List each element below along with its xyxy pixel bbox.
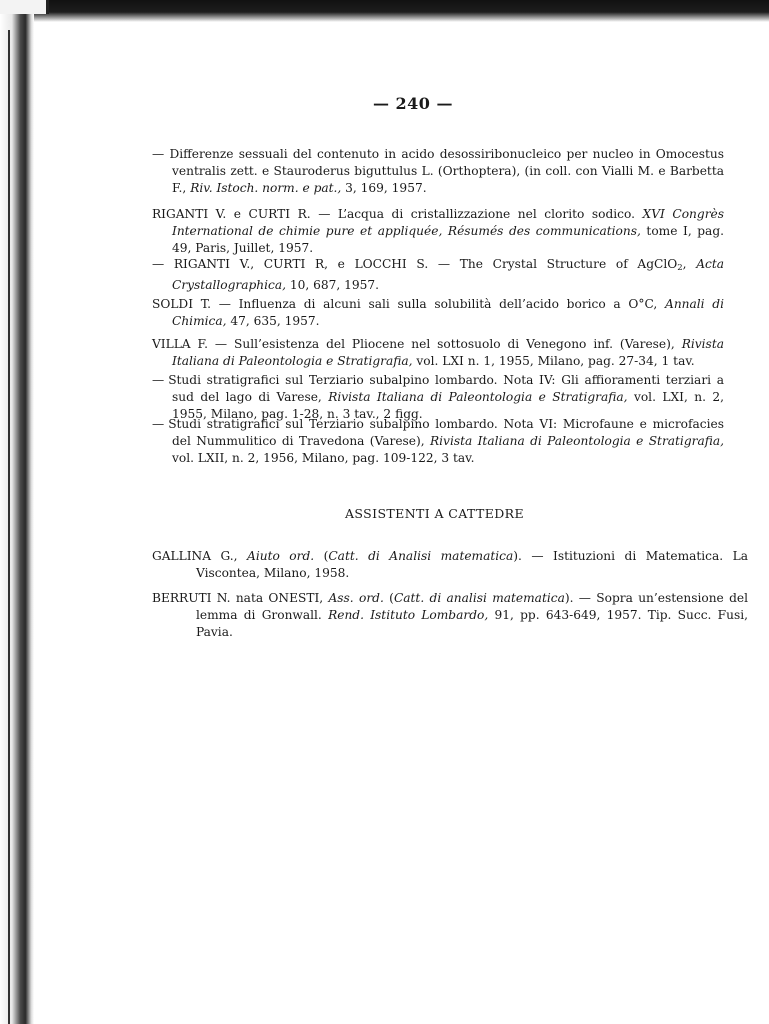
assistant-entry bbox=[152, 548, 748, 582]
assistant-entry bbox=[152, 590, 748, 641]
journal-title: XVI Congrès International de chimie pure et appliquée, Résumés des communications, bbox=[172, 207, 724, 238]
entry-text: ). — Sopra un’estensione del lemma di Gronwall. bbox=[196, 591, 748, 622]
entry-dash: — bbox=[152, 373, 165, 387]
bibliography-entry bbox=[152, 296, 724, 330]
entry-author: GALLINA G., bbox=[152, 549, 238, 563]
entry-author: — RIGANTI V., CURTI R, e LOCCHI S. bbox=[152, 257, 429, 271]
chemical-subscript: 2 bbox=[677, 263, 683, 273]
scan-top-edge bbox=[0, 0, 769, 22]
assistant-chair: Catt. di Analisi matematica bbox=[328, 549, 514, 563]
entry-author: BERRUTI N. nata ONESTI, bbox=[152, 591, 324, 605]
entry-text: — The Crystal Structure of AgClO bbox=[428, 257, 678, 271]
entry-citation: tome I, pag. 49, Paris, Juillet, 1957. bbox=[172, 224, 724, 255]
entry-author: VILLA F. bbox=[152, 337, 208, 351]
journal-title: Rivista Italiana di Paleontologia e Stratigrafia, bbox=[328, 390, 628, 404]
entry-citation: 10, 687, 1957. bbox=[286, 278, 380, 292]
entry-citation: vol. LXI n. 1, 1955, Milano, pag. 27-34, 1 tav. bbox=[412, 354, 695, 368]
entry-separator: , bbox=[682, 257, 697, 271]
entry-text: Differenze sessuali del contenuto in acido desossiribonucleico per nucleo in Omocestus ventralis zett. e Stauroderus biguttulus L. (Orthoptera), (in coll. con Vialli M. e Barbetta F., bbox=[169, 147, 724, 195]
scan-binding-shadow bbox=[0, 0, 34, 1024]
journal-title: Riv. Istoch. norm. e pat., bbox=[190, 181, 342, 195]
page-number: — 240 — bbox=[372, 94, 454, 113]
bibliography-entry bbox=[152, 146, 724, 197]
entry-text: — Influenza di alcuni sali sulla solubilità dell’acido borico a O°C, bbox=[210, 297, 666, 311]
entry-text: Studi stratigrafici sul Terziario subalpino lombardo. Nota IV: Gli affioramenti terziari a sud del lago di Varese, bbox=[168, 373, 724, 404]
journal-title: Annali di Chimica, bbox=[172, 297, 725, 328]
scan-corner bbox=[0, 0, 49, 14]
bibliography-entry bbox=[152, 416, 724, 467]
entry-text: — L’acqua di cristallizzazione nel clorito sodico. bbox=[310, 207, 643, 221]
entry-dash: — bbox=[152, 147, 165, 161]
journal-title: Acta Crystallographica, bbox=[172, 257, 724, 292]
entry-author: SOLDI T. bbox=[152, 297, 211, 311]
assistant-chair: Catt. di analisi matematica bbox=[393, 591, 565, 605]
entry-paren: ( bbox=[383, 591, 394, 605]
entry-citation: vol. LXI, n. 2, 1955, Milano, pag. 1-28, n. 3 tav., 2 figg. bbox=[172, 390, 724, 421]
journal-title: Rivista Italiana di Paleontologia e Stratigrafia, bbox=[172, 337, 724, 368]
entry-text: ). — Istituzioni di Matematica. La Viscontea, Milano, 1958. bbox=[196, 549, 748, 580]
entry-citation: 3, 169, 1957. bbox=[341, 181, 427, 195]
entry-dash: — bbox=[152, 417, 165, 431]
bibliography-entry bbox=[152, 206, 724, 257]
bibliography-entry bbox=[152, 336, 724, 370]
entry-author: RIGANTI V. e CURTI R. bbox=[152, 207, 311, 221]
assistant-role: Ass. ord. bbox=[328, 591, 384, 605]
bibliography-entry bbox=[152, 256, 724, 294]
journal-title: Rivista Italiana di Paleontologia e Stratigrafia, bbox=[429, 434, 724, 448]
journal-title: Rend. Istituto Lombardo, bbox=[328, 608, 489, 622]
scan-binding-line bbox=[8, 30, 10, 1024]
assistant-role: Aiuto ord. bbox=[247, 549, 315, 563]
entry-citation: vol. LXII, n. 2, 1956, Milano, pag. 109-122, 3 tav. bbox=[172, 451, 475, 465]
entry-paren: ( bbox=[314, 549, 329, 563]
entry-text: Studi stratigrafici sul Terziario subalpino lombardo. Nota VI: Microfaune e microfacies del Nummulitico di Travedona (Varese), bbox=[168, 417, 724, 448]
entry-space bbox=[238, 549, 247, 563]
entry-text: — Sull’esistenza del Pliocene nel sottosuolo di Venegono inf. (Varese), bbox=[207, 337, 682, 351]
entry-citation: 91, pp. 643-649, 1957. Tip. Succ. Fusi, Pavia. bbox=[196, 608, 748, 639]
section-heading: ASSISTENTI A CATTEDRE bbox=[345, 506, 524, 521]
entry-citation: 47, 635, 1957. bbox=[226, 314, 320, 328]
